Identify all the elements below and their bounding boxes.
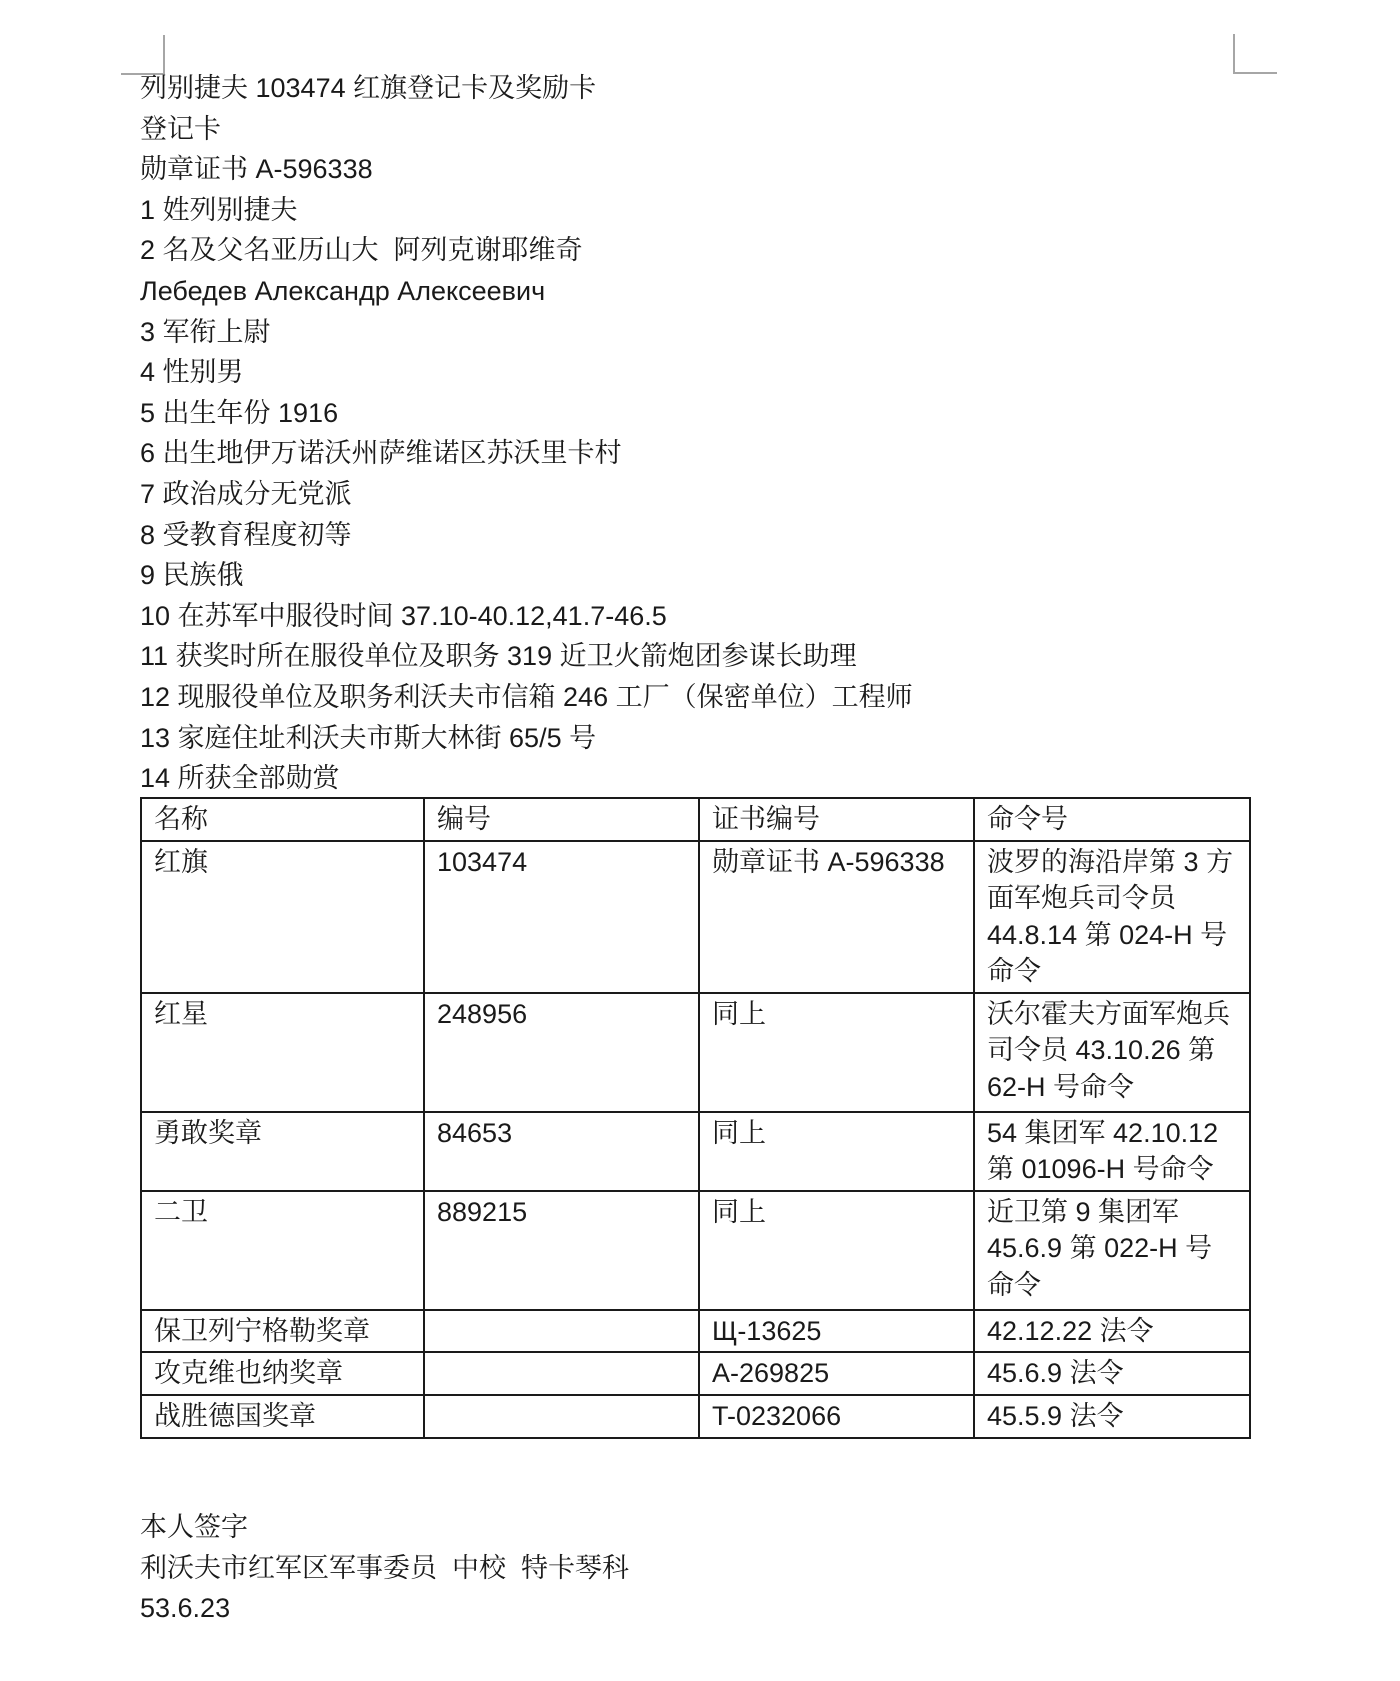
cell-cert: A-269825 (699, 1352, 974, 1395)
doc-line: 1 姓列别捷夫 (140, 194, 298, 225)
header-cert-number: 证书编号 (699, 798, 974, 841)
cell-order: 42.12.22 法令 (974, 1310, 1250, 1353)
cell-name: 二卫 (141, 1191, 424, 1310)
cell-cert: Щ-13625 (699, 1310, 974, 1353)
doc-line: 11 获奖时所在服役单位及职务 319 近卫火箭炮团参谋长助理 (140, 641, 857, 672)
doc-line: 勋章证书 A-596338 (140, 154, 373, 185)
doc-line: 12 现服役单位及职务利沃夫市信箱 246 工厂（保密单位）工程师 (140, 681, 913, 712)
cell-number (424, 1352, 699, 1395)
cell-name: 保卫列宁格勒奖章 (141, 1310, 424, 1353)
table-row (141, 1310, 1250, 1353)
awards-table-header-row (141, 798, 1250, 841)
table-row (141, 1395, 1250, 1438)
cell-name: 红旗 (141, 841, 424, 993)
cell-number: 889215 (424, 1191, 699, 1310)
cell-number: 84653 (424, 1112, 699, 1191)
cell-order: 45.6.9 法令 (974, 1352, 1250, 1395)
signature-label: 本人签字 (140, 1512, 248, 1542)
commissar-line: 利沃夫市红军区军事委员 中校 特卡琴科 (140, 1552, 630, 1583)
cell-name: 战胜德国奖章 (141, 1395, 424, 1438)
document-body (140, 68, 1250, 799)
cell-name: 红星 (141, 993, 424, 1112)
table-row (141, 1112, 1250, 1191)
doc-line: 4 性别男 (140, 357, 244, 388)
date-line: 53.6.23 (140, 1593, 231, 1624)
doc-line: 8 受教育程度初等 (140, 519, 352, 550)
doc-line: 9 民族俄 (140, 560, 244, 591)
header-name: 名称 (141, 798, 424, 841)
table-row (141, 841, 1250, 993)
doc-line: 3 军衔上尉 (140, 316, 271, 347)
cell-cert: 同上 (699, 993, 974, 1112)
cell-number: 103474 (424, 841, 699, 993)
doc-line: 2 名及父名亚历山大 阿列克谢耶维奇 (140, 235, 583, 266)
cell-cert: T-0232066 (699, 1395, 974, 1438)
cell-name: 攻克维也纳奖章 (141, 1352, 424, 1395)
cell-cert: 同上 (699, 1112, 974, 1191)
signature-block (140, 1507, 629, 1629)
doc-line: 5 出生年份 1916 (140, 397, 339, 428)
cell-name: 勇敢奖章 (141, 1112, 424, 1191)
table-row (141, 1352, 1250, 1395)
cell-number (424, 1310, 699, 1353)
doc-line: 登记卡 (140, 113, 221, 144)
header-number: 编号 (424, 798, 699, 841)
cell-order: 近卫第 9 集团军 45.6.9 第 022-H 号命令 (974, 1191, 1250, 1310)
cell-number: 248956 (424, 993, 699, 1112)
table-row (141, 1191, 1250, 1310)
cell-cert: 同上 (699, 1191, 974, 1310)
doc-line-russian-name: Лебедев Александр Алексеевич (140, 275, 546, 306)
doc-line: 7 政治成分无党派 (140, 478, 352, 509)
cell-order: 54 集团军 42.10.12 第 01096-H 号命令 (974, 1112, 1250, 1191)
cell-order: 沃尔霍夫方面军炮兵司令员 43.10.26 第 62-H 号命令 (974, 993, 1250, 1112)
cell-cert: 勋章证书 A-596338 (699, 841, 974, 993)
table-row (141, 993, 1250, 1112)
doc-line: 14 所获全部勋赏 (140, 763, 340, 794)
cell-order: 波罗的海沿岸第 3 方面军炮兵司令员 44.8.14 第 024-H 号命令 (974, 841, 1250, 993)
cell-order: 45.5.9 法令 (974, 1395, 1250, 1438)
doc-line: 6 出生地伊万诺沃州萨维诺区苏沃里卡村 (140, 438, 622, 469)
header-order-number: 命令号 (974, 798, 1250, 841)
doc-line: 13 家庭住址利沃夫市斯大林街 65/5 号 (140, 722, 597, 753)
awards-table (140, 797, 1251, 1439)
doc-title-line: 列别捷夫 103474 红旗登记卡及奖励卡 (140, 73, 597, 103)
cell-number (424, 1395, 699, 1438)
doc-line: 10 在苏军中服役时间 37.10-40.12,41.7-46.5 (140, 600, 667, 631)
